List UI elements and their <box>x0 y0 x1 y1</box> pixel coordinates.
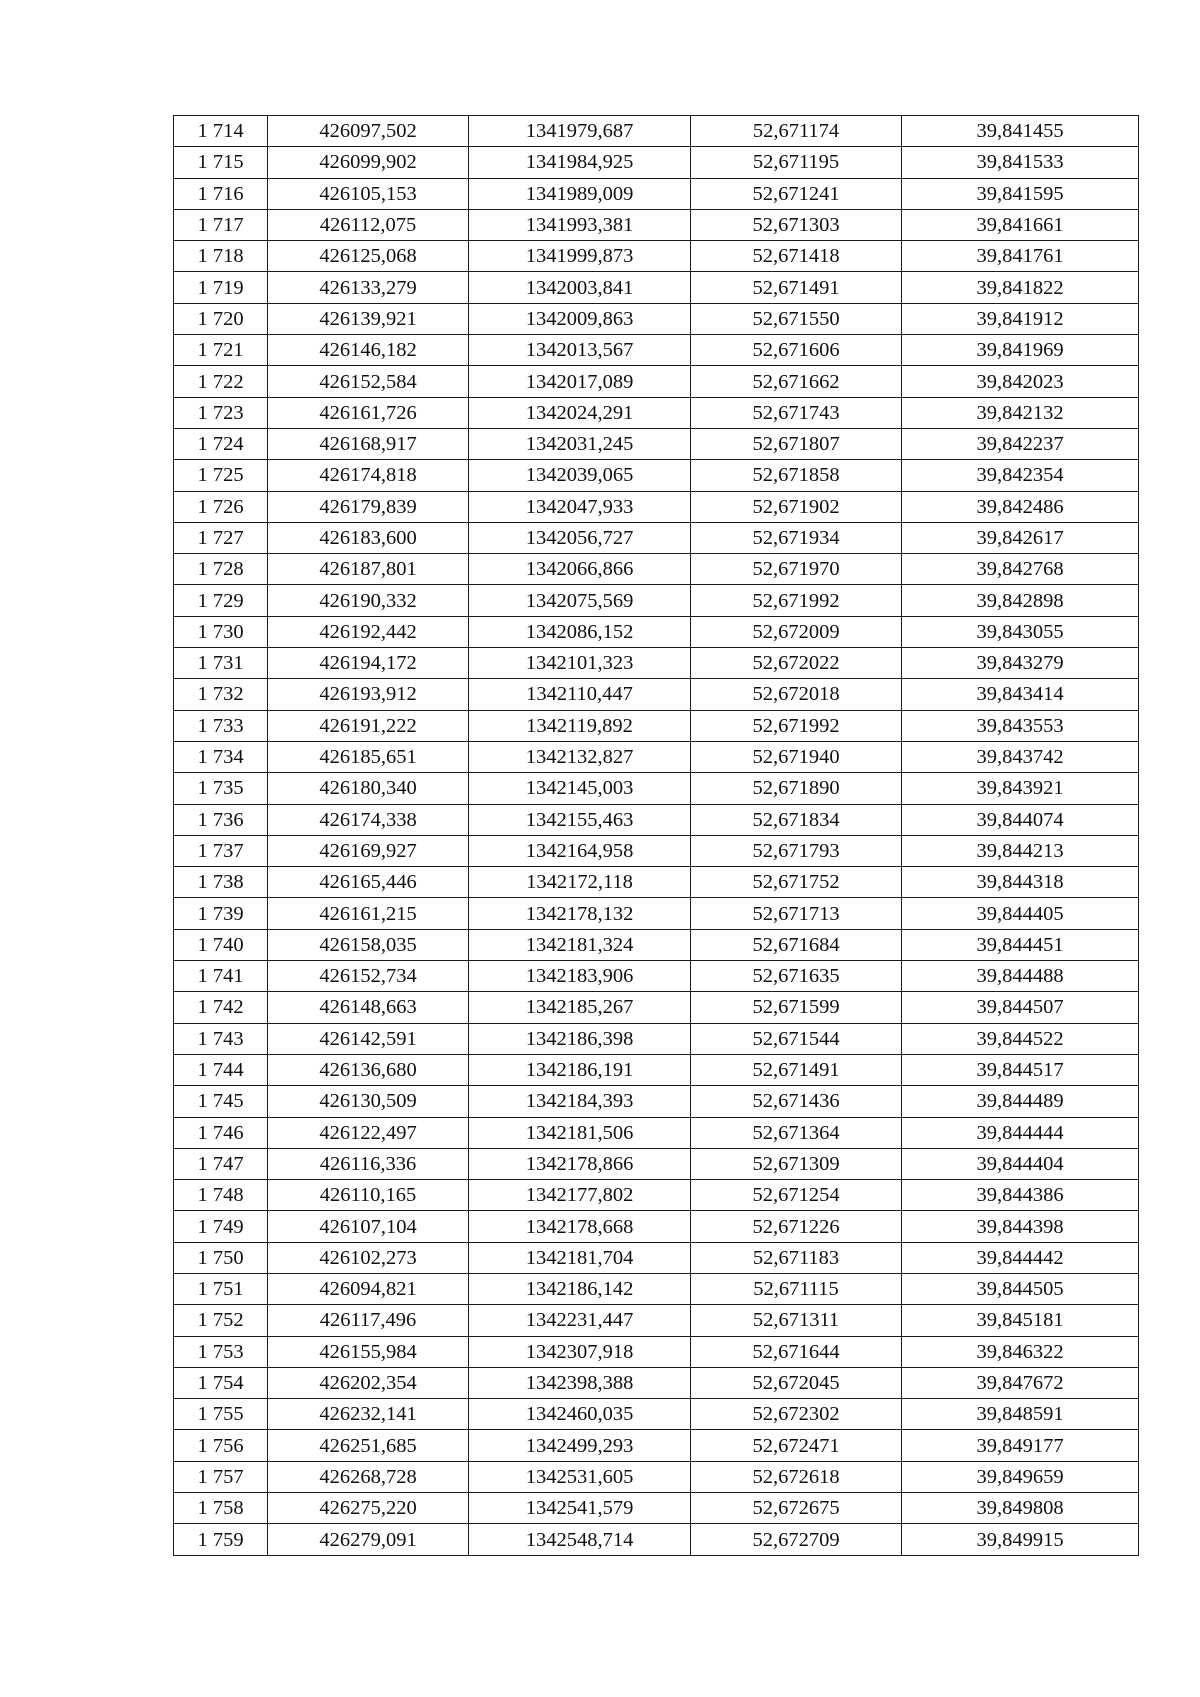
point-number-cell: 1 752 <box>174 1305 268 1336</box>
longitude-cell: 39,844444 <box>902 1117 1139 1148</box>
y-coordinate-cell: 1342024,291 <box>469 397 691 428</box>
x-coordinate-cell: 426110,165 <box>268 1180 469 1211</box>
longitude-cell: 39,841455 <box>902 116 1139 147</box>
longitude-cell: 39,844318 <box>902 867 1139 898</box>
point-number-cell: 1 716 <box>174 178 268 209</box>
longitude-cell: 39,842486 <box>902 491 1139 522</box>
table-row <box>174 147 1139 178</box>
y-coordinate-cell: 1341989,009 <box>469 178 691 209</box>
longitude-cell: 39,841533 <box>902 147 1139 178</box>
x-coordinate-cell: 426174,338 <box>268 804 469 835</box>
y-coordinate-cell: 1342047,933 <box>469 491 691 522</box>
longitude-cell: 39,843414 <box>902 679 1139 710</box>
longitude-cell: 39,849808 <box>902 1493 1139 1524</box>
y-coordinate-cell: 1342548,714 <box>469 1524 691 1555</box>
longitude-cell: 39,845181 <box>902 1305 1139 1336</box>
x-coordinate-cell: 426185,651 <box>268 741 469 772</box>
y-coordinate-cell: 1342181,324 <box>469 929 691 960</box>
latitude-cell: 52,671311 <box>691 1305 902 1336</box>
y-coordinate-cell: 1342145,003 <box>469 773 691 804</box>
y-coordinate-cell: 1342119,892 <box>469 710 691 741</box>
x-coordinate-cell: 426191,222 <box>268 710 469 741</box>
point-number-cell: 1 719 <box>174 272 268 303</box>
table-row <box>174 335 1139 366</box>
x-coordinate-cell: 426193,912 <box>268 679 469 710</box>
longitude-cell: 39,841595 <box>902 178 1139 209</box>
latitude-cell: 52,672018 <box>691 679 902 710</box>
y-coordinate-cell: 1342075,569 <box>469 585 691 616</box>
point-number-cell: 1 714 <box>174 116 268 147</box>
longitude-cell: 39,844488 <box>902 961 1139 992</box>
x-coordinate-cell: 426112,075 <box>268 209 469 240</box>
x-coordinate-cell: 426152,734 <box>268 961 469 992</box>
x-coordinate-cell: 426133,279 <box>268 272 469 303</box>
table-row <box>174 961 1139 992</box>
table-row <box>174 1524 1139 1555</box>
longitude-cell: 39,842023 <box>902 366 1139 397</box>
point-number-cell: 1 724 <box>174 428 268 459</box>
y-coordinate-cell: 1342183,906 <box>469 961 691 992</box>
x-coordinate-cell: 426232,141 <box>268 1399 469 1430</box>
table-row <box>174 554 1139 585</box>
table-row <box>174 1117 1139 1148</box>
latitude-cell: 52,671418 <box>691 241 902 272</box>
point-number-cell: 1 717 <box>174 209 268 240</box>
y-coordinate-cell: 1342178,668 <box>469 1211 691 1242</box>
latitude-cell: 52,671115 <box>691 1273 902 1304</box>
longitude-cell: 39,842898 <box>902 585 1139 616</box>
table-row <box>174 1399 1139 1430</box>
latitude-cell: 52,671890 <box>691 773 902 804</box>
latitude-cell: 52,671793 <box>691 835 902 866</box>
x-coordinate-cell: 426107,104 <box>268 1211 469 1242</box>
x-coordinate-cell: 426117,496 <box>268 1305 469 1336</box>
latitude-cell: 52,671364 <box>691 1117 902 1148</box>
point-number-cell: 1 732 <box>174 679 268 710</box>
x-coordinate-cell: 426125,068 <box>268 241 469 272</box>
x-coordinate-cell: 426202,354 <box>268 1367 469 1398</box>
table-row <box>174 303 1139 334</box>
y-coordinate-cell: 1342101,323 <box>469 648 691 679</box>
latitude-cell: 52,671662 <box>691 366 902 397</box>
table-row <box>174 1242 1139 1273</box>
longitude-cell: 39,844517 <box>902 1054 1139 1085</box>
latitude-cell: 52,672709 <box>691 1524 902 1555</box>
y-coordinate-cell: 1342186,142 <box>469 1273 691 1304</box>
latitude-cell: 52,671858 <box>691 460 902 491</box>
point-number-cell: 1 715 <box>174 147 268 178</box>
latitude-cell: 52,672675 <box>691 1493 902 1524</box>
y-coordinate-cell: 1342186,398 <box>469 1023 691 1054</box>
point-number-cell: 1 741 <box>174 961 268 992</box>
point-number-cell: 1 756 <box>174 1430 268 1461</box>
longitude-cell: 39,841822 <box>902 272 1139 303</box>
y-coordinate-cell: 1342172,118 <box>469 867 691 898</box>
longitude-cell: 39,841661 <box>902 209 1139 240</box>
longitude-cell: 39,841969 <box>902 335 1139 366</box>
longitude-cell: 39,849659 <box>902 1461 1139 1492</box>
x-coordinate-cell: 426165,446 <box>268 867 469 898</box>
latitude-cell: 52,672009 <box>691 616 902 647</box>
y-coordinate-cell: 1342184,393 <box>469 1086 691 1117</box>
y-coordinate-cell: 1342307,918 <box>469 1336 691 1367</box>
table-row <box>174 1086 1139 1117</box>
longitude-cell: 39,844507 <box>902 992 1139 1023</box>
latitude-cell: 52,671491 <box>691 1054 902 1085</box>
table-row <box>174 209 1139 240</box>
y-coordinate-cell: 1342164,958 <box>469 835 691 866</box>
latitude-cell: 52,671550 <box>691 303 902 334</box>
x-coordinate-cell: 426130,509 <box>268 1086 469 1117</box>
longitude-cell: 39,844522 <box>902 1023 1139 1054</box>
point-number-cell: 1 742 <box>174 992 268 1023</box>
longitude-cell: 39,842617 <box>902 522 1139 553</box>
point-number-cell: 1 730 <box>174 616 268 647</box>
x-coordinate-cell: 426190,332 <box>268 585 469 616</box>
table-row <box>174 992 1139 1023</box>
table-row <box>174 1430 1139 1461</box>
y-coordinate-cell: 1342177,802 <box>469 1180 691 1211</box>
longitude-cell: 39,843553 <box>902 710 1139 741</box>
x-coordinate-cell: 426279,091 <box>268 1524 469 1555</box>
table-row <box>174 898 1139 929</box>
y-coordinate-cell: 1342181,506 <box>469 1117 691 1148</box>
longitude-cell: 39,843279 <box>902 648 1139 679</box>
table-row <box>174 1336 1139 1367</box>
x-coordinate-cell: 426094,821 <box>268 1273 469 1304</box>
longitude-cell: 39,843742 <box>902 741 1139 772</box>
x-coordinate-cell: 426139,921 <box>268 303 469 334</box>
latitude-cell: 52,672618 <box>691 1461 902 1492</box>
latitude-cell: 52,671544 <box>691 1023 902 1054</box>
point-number-cell: 1 740 <box>174 929 268 960</box>
y-coordinate-cell: 1342066,866 <box>469 554 691 585</box>
x-coordinate-cell: 426183,600 <box>268 522 469 553</box>
latitude-cell: 52,671934 <box>691 522 902 553</box>
longitude-cell: 39,842768 <box>902 554 1139 585</box>
point-number-cell: 1 733 <box>174 710 268 741</box>
longitude-cell: 39,846322 <box>902 1336 1139 1367</box>
table-row <box>174 679 1139 710</box>
point-number-cell: 1 738 <box>174 867 268 898</box>
table-row <box>174 867 1139 898</box>
point-number-cell: 1 737 <box>174 835 268 866</box>
x-coordinate-cell: 426136,680 <box>268 1054 469 1085</box>
table-row <box>174 1180 1139 1211</box>
point-number-cell: 1 748 <box>174 1180 268 1211</box>
longitude-cell: 39,844442 <box>902 1242 1139 1273</box>
point-number-cell: 1 725 <box>174 460 268 491</box>
table-row <box>174 491 1139 522</box>
latitude-cell: 52,671807 <box>691 428 902 459</box>
latitude-cell: 52,671644 <box>691 1336 902 1367</box>
latitude-cell: 52,672045 <box>691 1367 902 1398</box>
table-row <box>174 1148 1139 1179</box>
longitude-cell: 39,842354 <box>902 460 1139 491</box>
point-number-cell: 1 731 <box>174 648 268 679</box>
point-number-cell: 1 726 <box>174 491 268 522</box>
longitude-cell: 39,841761 <box>902 241 1139 272</box>
y-coordinate-cell: 1341993,381 <box>469 209 691 240</box>
y-coordinate-cell: 1342009,863 <box>469 303 691 334</box>
x-coordinate-cell: 426097,502 <box>268 116 469 147</box>
table-row <box>174 522 1139 553</box>
point-number-cell: 1 743 <box>174 1023 268 1054</box>
x-coordinate-cell: 426155,984 <box>268 1336 469 1367</box>
latitude-cell: 52,671303 <box>691 209 902 240</box>
latitude-cell: 52,671309 <box>691 1148 902 1179</box>
x-coordinate-cell: 426142,591 <box>268 1023 469 1054</box>
y-coordinate-cell: 1342460,035 <box>469 1399 691 1430</box>
longitude-cell: 39,849177 <box>902 1430 1139 1461</box>
longitude-cell: 39,844404 <box>902 1148 1139 1179</box>
latitude-cell: 52,671606 <box>691 335 902 366</box>
point-number-cell: 1 747 <box>174 1148 268 1179</box>
table-row <box>174 1023 1139 1054</box>
y-coordinate-cell: 1341984,925 <box>469 147 691 178</box>
point-number-cell: 1 749 <box>174 1211 268 1242</box>
table-row <box>174 1493 1139 1524</box>
y-coordinate-cell: 1341999,873 <box>469 241 691 272</box>
y-coordinate-cell: 1342499,293 <box>469 1430 691 1461</box>
coordinates-table-body <box>174 116 1139 1556</box>
y-coordinate-cell: 1342231,447 <box>469 1305 691 1336</box>
x-coordinate-cell: 426105,153 <box>268 178 469 209</box>
longitude-cell: 39,844405 <box>902 898 1139 929</box>
point-number-cell: 1 722 <box>174 366 268 397</box>
x-coordinate-cell: 426192,442 <box>268 616 469 647</box>
x-coordinate-cell: 426161,215 <box>268 898 469 929</box>
point-number-cell: 1 753 <box>174 1336 268 1367</box>
longitude-cell: 39,842237 <box>902 428 1139 459</box>
y-coordinate-cell: 1342086,152 <box>469 616 691 647</box>
latitude-cell: 52,671195 <box>691 147 902 178</box>
latitude-cell: 52,671992 <box>691 710 902 741</box>
table-row <box>174 710 1139 741</box>
point-number-cell: 1 759 <box>174 1524 268 1555</box>
y-coordinate-cell: 1342132,827 <box>469 741 691 772</box>
longitude-cell: 39,842132 <box>902 397 1139 428</box>
longitude-cell: 39,847672 <box>902 1367 1139 1398</box>
point-number-cell: 1 729 <box>174 585 268 616</box>
latitude-cell: 52,672022 <box>691 648 902 679</box>
y-coordinate-cell: 1342003,841 <box>469 272 691 303</box>
longitude-cell: 39,844074 <box>902 804 1139 835</box>
x-coordinate-cell: 426161,726 <box>268 397 469 428</box>
point-number-cell: 1 750 <box>174 1242 268 1273</box>
table-row <box>174 1054 1139 1085</box>
table-row <box>174 585 1139 616</box>
y-coordinate-cell: 1342541,579 <box>469 1493 691 1524</box>
table-row <box>174 178 1139 209</box>
point-number-cell: 1 723 <box>174 397 268 428</box>
y-coordinate-cell: 1342181,704 <box>469 1242 691 1273</box>
latitude-cell: 52,672471 <box>691 1430 902 1461</box>
table-row <box>174 397 1139 428</box>
table-row <box>174 616 1139 647</box>
table-row <box>174 241 1139 272</box>
x-coordinate-cell: 426194,172 <box>268 648 469 679</box>
y-coordinate-cell: 1342178,132 <box>469 898 691 929</box>
latitude-cell: 52,671635 <box>691 961 902 992</box>
x-coordinate-cell: 426116,336 <box>268 1148 469 1179</box>
longitude-cell: 39,844505 <box>902 1273 1139 1304</box>
y-coordinate-cell: 1342186,191 <box>469 1054 691 1085</box>
y-coordinate-cell: 1341979,687 <box>469 116 691 147</box>
point-number-cell: 1 745 <box>174 1086 268 1117</box>
latitude-cell: 52,671713 <box>691 898 902 929</box>
x-coordinate-cell: 426251,685 <box>268 1430 469 1461</box>
longitude-cell: 39,843055 <box>902 616 1139 647</box>
table-row <box>174 648 1139 679</box>
y-coordinate-cell: 1342017,089 <box>469 366 691 397</box>
point-number-cell: 1 751 <box>174 1273 268 1304</box>
point-number-cell: 1 739 <box>174 898 268 929</box>
y-coordinate-cell: 1342178,866 <box>469 1148 691 1179</box>
x-coordinate-cell: 426146,182 <box>268 335 469 366</box>
table-row <box>174 366 1139 397</box>
point-number-cell: 1 735 <box>174 773 268 804</box>
longitude-cell: 39,844451 <box>902 929 1139 960</box>
longitude-cell: 39,841912 <box>902 303 1139 334</box>
point-number-cell: 1 736 <box>174 804 268 835</box>
point-number-cell: 1 755 <box>174 1399 268 1430</box>
longitude-cell: 39,844386 <box>902 1180 1139 1211</box>
latitude-cell: 52,671940 <box>691 741 902 772</box>
latitude-cell: 52,672302 <box>691 1399 902 1430</box>
y-coordinate-cell: 1342531,605 <box>469 1461 691 1492</box>
longitude-cell: 39,849915 <box>902 1524 1139 1555</box>
y-coordinate-cell: 1342031,245 <box>469 428 691 459</box>
point-number-cell: 1 721 <box>174 335 268 366</box>
x-coordinate-cell: 426268,728 <box>268 1461 469 1492</box>
y-coordinate-cell: 1342039,065 <box>469 460 691 491</box>
latitude-cell: 52,671491 <box>691 272 902 303</box>
latitude-cell: 52,671834 <box>691 804 902 835</box>
latitude-cell: 52,671902 <box>691 491 902 522</box>
x-coordinate-cell: 426174,818 <box>268 460 469 491</box>
x-coordinate-cell: 426179,839 <box>268 491 469 522</box>
x-coordinate-cell: 426275,220 <box>268 1493 469 1524</box>
table-row <box>174 773 1139 804</box>
x-coordinate-cell: 426180,340 <box>268 773 469 804</box>
point-number-cell: 1 718 <box>174 241 268 272</box>
point-number-cell: 1 734 <box>174 741 268 772</box>
latitude-cell: 52,671992 <box>691 585 902 616</box>
y-coordinate-cell: 1342056,727 <box>469 522 691 553</box>
latitude-cell: 52,671743 <box>691 397 902 428</box>
longitude-cell: 39,844213 <box>902 835 1139 866</box>
x-coordinate-cell: 426187,801 <box>268 554 469 585</box>
y-coordinate-cell: 1342110,447 <box>469 679 691 710</box>
table-row <box>174 804 1139 835</box>
longitude-cell: 39,843921 <box>902 773 1139 804</box>
table-row <box>174 272 1139 303</box>
table-row <box>174 1461 1139 1492</box>
latitude-cell: 52,671599 <box>691 992 902 1023</box>
x-coordinate-cell: 426148,663 <box>268 992 469 1023</box>
y-coordinate-cell: 1342013,567 <box>469 335 691 366</box>
table-row <box>174 741 1139 772</box>
table-row <box>174 428 1139 459</box>
latitude-cell: 52,671436 <box>691 1086 902 1117</box>
longitude-cell: 39,848591 <box>902 1399 1139 1430</box>
latitude-cell: 52,671183 <box>691 1242 902 1273</box>
table-row <box>174 1305 1139 1336</box>
point-number-cell: 1 720 <box>174 303 268 334</box>
x-coordinate-cell: 426158,035 <box>268 929 469 960</box>
coordinates-table <box>173 115 1139 1556</box>
point-number-cell: 1 744 <box>174 1054 268 1085</box>
x-coordinate-cell: 426168,917 <box>268 428 469 459</box>
point-number-cell: 1 746 <box>174 1117 268 1148</box>
y-coordinate-cell: 1342185,267 <box>469 992 691 1023</box>
point-number-cell: 1 727 <box>174 522 268 553</box>
table-row <box>174 929 1139 960</box>
latitude-cell: 52,671174 <box>691 116 902 147</box>
longitude-cell: 39,844489 <box>902 1086 1139 1117</box>
table-row <box>174 116 1139 147</box>
x-coordinate-cell: 426099,902 <box>268 147 469 178</box>
x-coordinate-cell: 426122,497 <box>268 1117 469 1148</box>
x-coordinate-cell: 426169,927 <box>268 835 469 866</box>
latitude-cell: 52,671970 <box>691 554 902 585</box>
x-coordinate-cell: 426152,584 <box>268 366 469 397</box>
latitude-cell: 52,671226 <box>691 1211 902 1242</box>
longitude-cell: 39,844398 <box>902 1211 1139 1242</box>
point-number-cell: 1 728 <box>174 554 268 585</box>
latitude-cell: 52,671684 <box>691 929 902 960</box>
point-number-cell: 1 757 <box>174 1461 268 1492</box>
table-row <box>174 1273 1139 1304</box>
latitude-cell: 52,671752 <box>691 867 902 898</box>
latitude-cell: 52,671241 <box>691 178 902 209</box>
table-row <box>174 1367 1139 1398</box>
point-number-cell: 1 758 <box>174 1493 268 1524</box>
table-row <box>174 835 1139 866</box>
y-coordinate-cell: 1342398,388 <box>469 1367 691 1398</box>
x-coordinate-cell: 426102,273 <box>268 1242 469 1273</box>
latitude-cell: 52,671254 <box>691 1180 902 1211</box>
point-number-cell: 1 754 <box>174 1367 268 1398</box>
table-row <box>174 1211 1139 1242</box>
table-row <box>174 460 1139 491</box>
y-coordinate-cell: 1342155,463 <box>469 804 691 835</box>
